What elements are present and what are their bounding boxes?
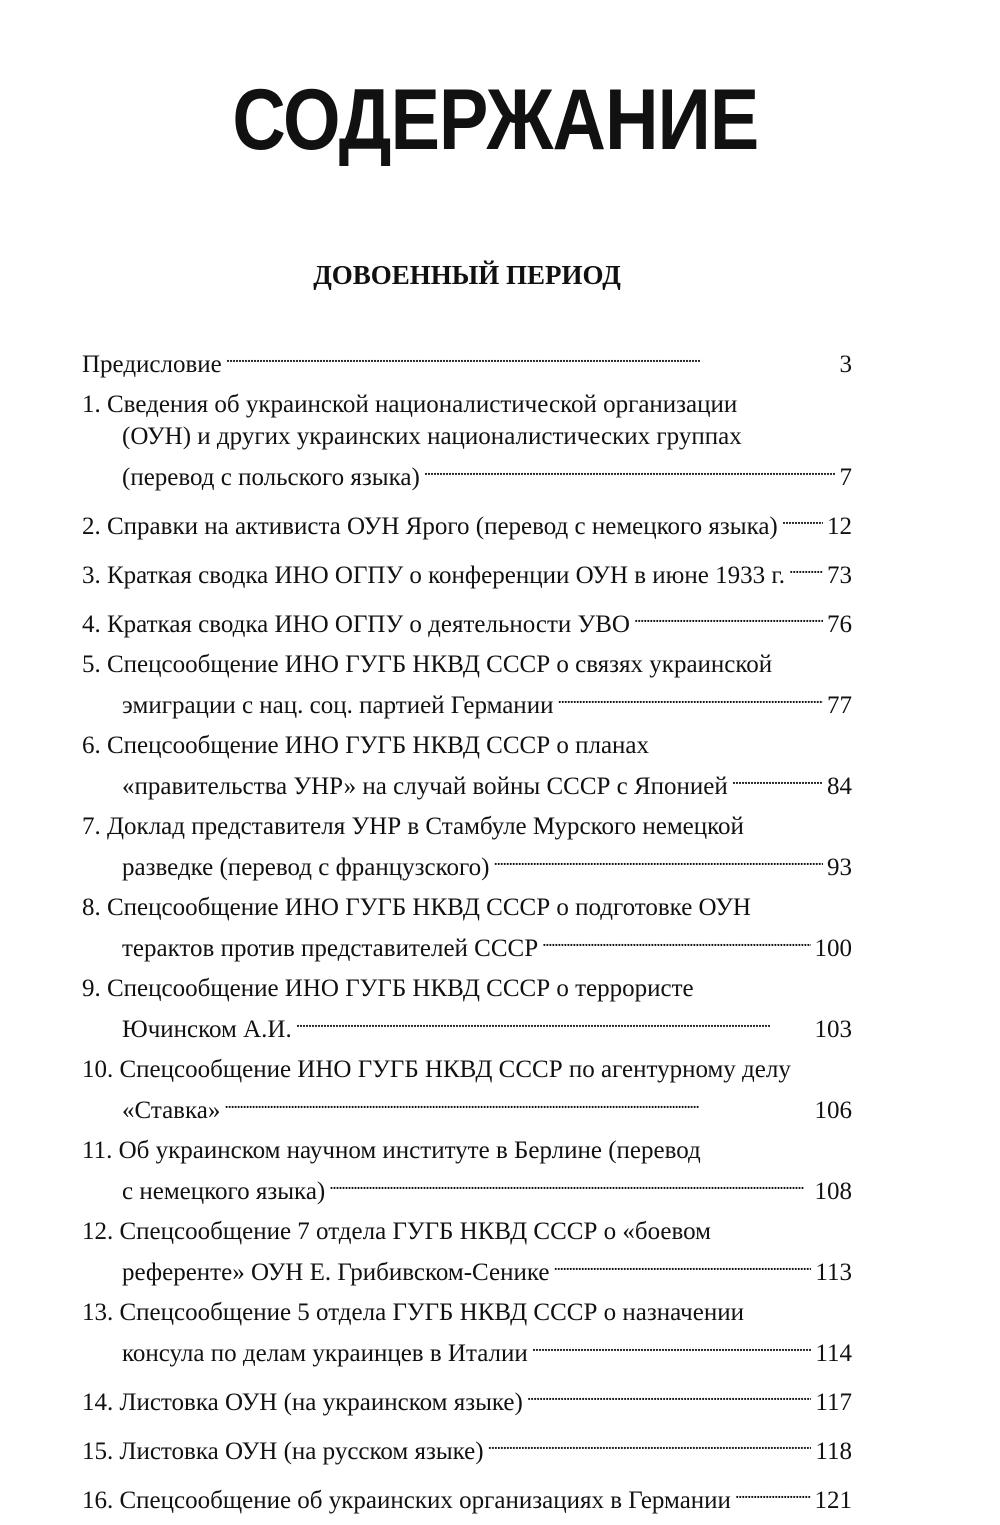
entry-title: (перевод с польского языка) [122,464,420,491]
entry-line: 10. Спецсообщение ИНО ГУГБ НКВД СССР по агентурному делу [82,1056,791,1083]
entry-title: 2. Справки на активиста ОУН Ярого (перевод с немецкого языка) [82,513,778,540]
page-number: 3 [839,351,852,378]
leader-dots [557,681,823,713]
leader-dots [735,1476,811,1508]
leader-dots [527,1378,812,1410]
leader-dots [424,453,836,485]
page-number: 12 [827,513,852,540]
entry-line: 13. Спецсообщение 5 отдела ГУГБ НКВД СССР о назначении [82,1299,744,1326]
toc-entry [82,600,852,641]
page-number: 121 [814,1487,852,1514]
page-number: 93 [827,854,852,881]
toc-entry [82,551,852,592]
toc-entry [82,340,852,381]
toc-entry [82,1216,852,1289]
page-number: 108 [814,1178,852,1205]
entry-line: 7. Доклад представителя УНР в Стамбуле Мурского немецкой [82,813,744,840]
toc-entry [82,1135,852,1208]
entry-title: 3. Краткая сводка ИНО ОГПУ о конференции ОУН в июне 1933 г. [82,562,786,589]
page-number: 84 [827,773,852,800]
entry-title: эмиграции с нац. соц. партией Германии [122,692,554,719]
leader-dots [488,1427,812,1459]
page-number: 118 [815,1438,852,1465]
entry-title: терактов против представителей СССР [122,935,539,962]
toc-entry [82,892,852,965]
toc-entry [82,502,852,543]
entry-title: 14. Листовка ОУН (на украинском языке) [82,1389,523,1416]
entry-title: Ючинском А.И. [122,1016,292,1043]
entry-title: 15. Листовка ОУН (на русском языке) [82,1438,484,1465]
leader-dots [224,1086,810,1118]
page-number: 77 [827,692,852,719]
leader-dots [296,1005,811,1037]
entry-title: «правительства УНР» на случай войны СССР с Японией [122,773,728,800]
page-number: 103 [814,1016,852,1043]
toc-entry [82,1297,852,1370]
leader-dots [634,600,823,632]
entry-title: 16. Спецсообщение об украинских организациях в Германии [82,1487,731,1514]
page-number: 76 [827,611,852,638]
entry-title: разведке (перевод с французского) [122,854,490,881]
leader-dots [329,1167,810,1199]
toc-entry [82,389,852,494]
section-heading: ДОВОЕННЫЙ ПЕРИОД [313,260,621,290]
entry-line: 6. Спецсообщение ИНО ГУГБ НКВД СССР о планах [82,732,650,759]
page-number: 113 [815,1259,852,1286]
entry-line: 8. Спецсообщение ИНО ГУГБ НКВД СССР о подготовке ОУН [82,894,751,921]
toc-entry [82,811,852,884]
leader-dots [782,502,823,534]
page-number: 100 [814,935,852,962]
toc-entry [82,1476,852,1517]
entry-line: 9. Спецсообщение ИНО ГУГБ НКВД СССР о террористе [82,975,694,1002]
entry-line: (ОУН) и других украинских националистических группах [122,423,742,450]
entry-title: референте» ОУН Е. Грибивском-Сенике [122,1259,550,1286]
entry-line: 1. Сведения об украинской националистической организации [82,391,738,418]
leader-dots [789,551,823,583]
entry-title: с немецкого языка) [122,1178,326,1205]
leader-dots [553,1248,811,1280]
page-number: 106 [814,1097,852,1124]
entry-line: 12. Спецсообщение 7 отдела ГУГБ НКВД СССР о «боевом [82,1218,711,1245]
page-number: 73 [827,562,852,589]
page-number: 117 [815,1389,852,1416]
page-number: 7 [839,464,852,491]
page-title: СОДЕРЖАНИЕ [232,72,759,168]
entry-line: 5. Спецсообщение ИНО ГУГБ НКВД СССР о связях украинской [82,651,773,678]
toc-entry [82,649,852,722]
entry-title: «Ставка» [122,1097,221,1124]
leader-dots [542,924,810,956]
page-number: 114 [815,1340,852,1367]
leader-dots [732,762,823,794]
table-of-contents [82,340,852,1525]
leader-dots [532,1329,812,1361]
leader-dots [226,340,836,372]
toc-entry [82,1054,852,1127]
toc-entry [82,1427,852,1468]
toc-entry [82,1378,852,1419]
entry-title: Предисловие [82,351,222,378]
leader-dots [493,843,823,875]
entry-line: 11. Об украинском научном институте в Берлине (перевод [82,1137,701,1164]
toc-entry [82,973,852,1046]
entry-title: консула по делам украинцев в Италии [122,1340,528,1367]
entry-title: 4. Краткая сводка ИНО ОГПУ о деятельности УВО [82,611,630,638]
toc-entry [82,730,852,803]
